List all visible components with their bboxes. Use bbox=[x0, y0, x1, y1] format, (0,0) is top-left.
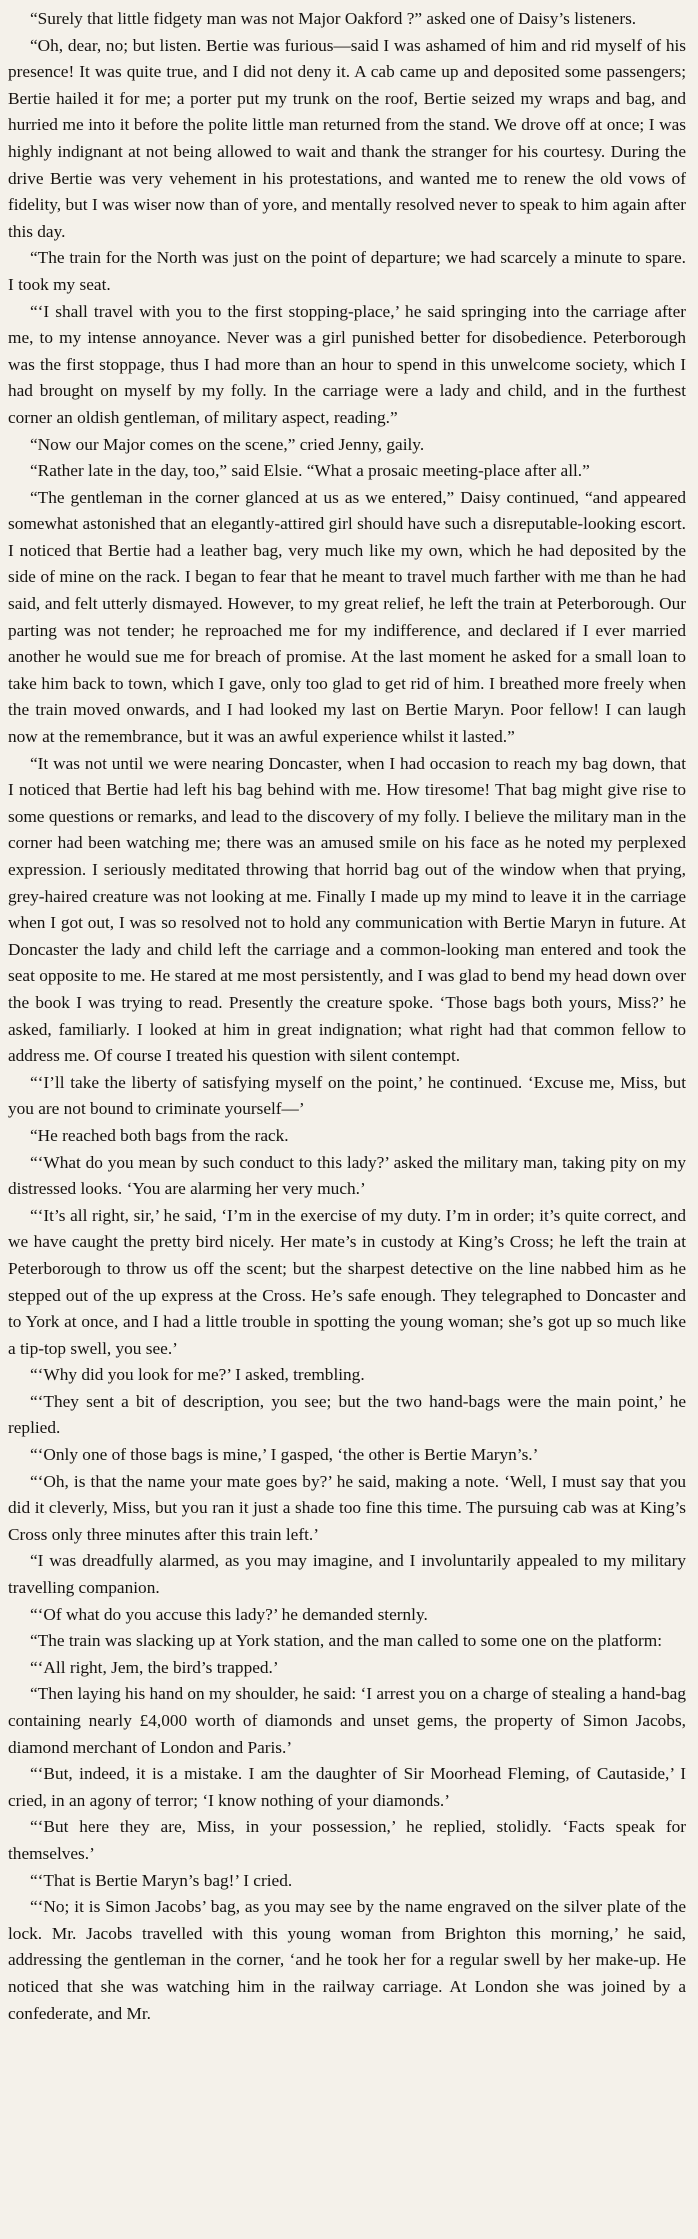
paragraph: “‘That is Bertie Maryn’s bag!’ I cried. bbox=[30, 1870, 293, 1890]
paragraph: “He reached both bags from the rack. bbox=[30, 1125, 289, 1145]
paragraph: “Then laying his hand on my shoulder, he said: ‘I arrest you on a charge of stealing a hand-bag containing nearly £4,000 worth of diamonds and unset gems, the property of Simon Jacobs, diamond merchant of London and Paris.’ bbox=[8, 1684, 686, 1757]
paragraph: “The train was slacking up at York station, and the man called to some one on the platform: bbox=[30, 1631, 663, 1651]
paragraph: “‘All right, Jem, the bird’s trapped.’ bbox=[30, 1657, 279, 1677]
paragraph: “The gentleman in the corner glanced at us as we entered,” Daisy continued, “and appeared somewhat astonished that an elegantly-attired girl should have such a disreputable-looking escort. I noticed that Bertie had a leather bag, very much like my own, which he had deposited by the side of mine on the rack. I began to fear that he meant to travel much farther with me than he had said, and felt utterly dismayed. However, to my great relief, he left the train at Peterborough. Our parting was not tender; he reproached me for my indifference, and declared if I ever married another he would sue me for breach of promise. At the last moment he asked for a small loan to take him back to town, which I gave, only too glad to get rid of him. I breathed more freely when the train moved onwards, and I had looked my last on Bertie Maryn. Poor fellow! I can laugh now at the remembrance, but it was an awful experience whilst it lasted.” bbox=[8, 487, 686, 747]
paragraph: “‘But here they are, Miss, in your possession,’ he replied, stolidly. ‘Facts speak for themselves.’ bbox=[8, 1817, 686, 1863]
paragraph: “‘What do you mean by such conduct to this lady?’ asked the military man, taking pity on my distressed looks. ‘You are alarming her very much.’ bbox=[8, 1152, 686, 1199]
paragraph: “Rather late in the day, too,” said Elsie. “What a prosaic meeting-place after all.” bbox=[30, 461, 590, 481]
paragraph: “‘Oh, is that the name your mate goes by?’ he said, making a note. ‘Well, I must say that you did it cleverly, Miss, but you ran it just a shade too fine this time. The pursuing cab was at King’s Cross only three minutes after this train left.’ bbox=[8, 1471, 686, 1544]
paragraph: “Oh, dear, no; but listen. Bertie was furious—said I was ashamed of him and rid myself of his presence! It was quite true, and I did not deny it. A cab came up and deposited some passengers; Bertie hailed it for me; a porter put my trunk on the roof, Bertie seized my wraps and bag, and hurried me into it before the polite little man returned from the stand. We drove off at once; I was highly indignant at not being allowed to wait and thank the stranger for his courtesy. During the drive Bertie was very vehement in his protestations, and wanted me to renew the old vows of fidelity, but I was wiser now than of yore, and mentally resolved never to speak to him again after this day. bbox=[8, 35, 686, 241]
paragraph: “Surely that little fidgety man was not Major Oakford ?” asked one of Daisy’s listeners. bbox=[30, 9, 637, 28]
paragraph: “‘I’ll take the liberty of satisfying myself on the point,’ he continued. ‘Excuse me, Miss, but you are not bound to criminate yourself—’ bbox=[8, 1072, 686, 1119]
paragraph: “‘It’s all right, sir,’ he said, ‘I’m in the exercise of my duty. I’m in order; it’s quite correct, and we have caught the pretty bird nicely. Her mate’s in custody at King’s Cross; he left the train at Peterborough to throw us off the scent; but the sharpest detective on the line nabbed him as he stepped out of the up express at the Cross. He’s safe enough. They telegraphed to Doncaster and to York at once, and I had a little trouble in spotting the young woman; she’s got up so much like a tip-top swell, you see.’ bbox=[8, 1205, 686, 1358]
paragraph: “‘I shall travel with you to the first stopping-place,’ he said springing into the carriage after me, to my intense annoyance. Never was a girl punished better for disobedience. Peterborough was the first stoppage, thus I had more than an hour to spend in this unwelcome society, which I had brought on myself by my folly. In the carriage were a lady and child, and in the furthest corner an oldish gentleman, of military aspect, reading.” bbox=[8, 301, 686, 427]
paragraph: “‘No; it is Simon Jacobs’ bag, as you may see by the name engraved on the silver plate of the lock. Mr. Jacobs travelled with this young woman from Brighton this morning,’ he said, addressing the gentleman in the corner, ‘and he took her for a regular swell by her make-up. He noticed that she was watching him in the railway carriage. At London she was joined by a confederate, and Mr. bbox=[8, 1897, 686, 2023]
paragraph: “‘But, indeed, it is a mistake. I am the daughter of Sir Moorhead Fleming, of Cautaside,’ I cried, in an agony of terror; ‘I know nothing of your diamonds.’ bbox=[8, 1764, 686, 1810]
paragraph: “Now our Major comes on the scene,” cried Jenny, gaily. bbox=[30, 434, 425, 454]
paragraph: “‘They sent a bit of description, you see; but the two hand-bags were the main point,’ he replied. bbox=[8, 1391, 686, 1438]
paragraph: “I was dreadfully alarmed, as you may imagine, and I involuntarily appealed to my military travelling companion. bbox=[8, 1551, 686, 1598]
paragraph: “‘Of what do you accuse this lady?’ he demanded sternly. bbox=[30, 1604, 428, 1624]
paragraph: “The train for the North was just on the point of departure; we had scarcely a minute to spare. I took my seat. bbox=[8, 248, 686, 294]
paragraph: “‘Why did you look for me?’ I asked, trembling. bbox=[30, 1365, 365, 1385]
paragraph: “‘Only one of those bags is mine,’ I gasped, ‘the other is Bertie Maryn’s.’ bbox=[30, 1445, 539, 1465]
paragraph: “It was not until we were nearing Doncaster, when I had occasion to reach my bag down, that I noticed that Bertie had left his bag behind with me. How tiresome! That bag might give rise to some questions or remarks, and lead to the discovery of my folly. I believe the military man in the corner had been watching me; there was an amused smile on his face as he noted my perplexed expression. I seriously meditated throwing that horrid bag out of the window when that prying, grey-haired creature was not looking at me. Finally I made up my mind to leave it in the carriage when I got out, I was so resolved not to hold any communication with Bertie Maryn in future. At Doncaster the lady and child left the carriage and a common-looking man entered and took the seat opposite to me. He stared at me most persistently, and I was glad to bend my head down over the book I was trying to read. Presently the creature spoke. ‘Those bags both yours, Miss?’ he asked, familiarly. I looked at him in great indignation; what right had that common fellow to address me. Of course I treated his question with silent contempt. bbox=[8, 753, 686, 1066]
